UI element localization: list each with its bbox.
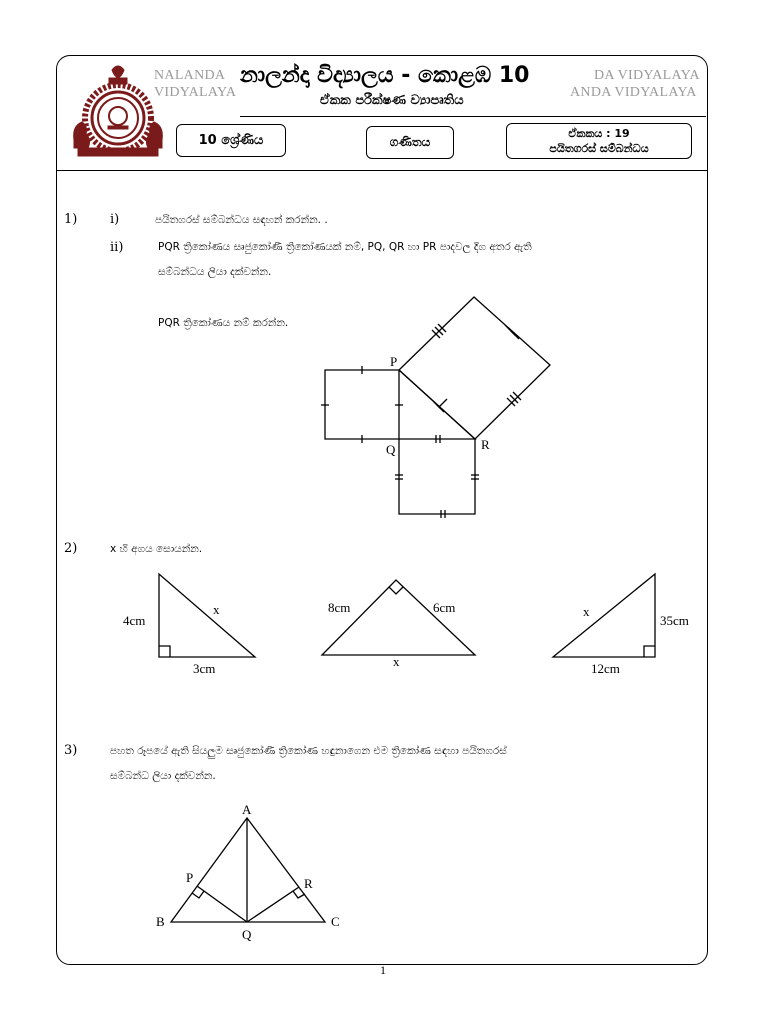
subject-label: ගණිතය [389, 135, 431, 149]
q1-label-P: P [390, 354, 398, 369]
q1-ii-text-line2: සම්බන්ධය ලියා දක්වන්න. [158, 266, 272, 278]
q3-label-C: C [331, 914, 340, 929]
q1-ii-label: ii) [110, 240, 124, 255]
school-title: නාලන්දා විද්‍යාලය - කොළඹ 10 [240, 63, 530, 88]
unit-number: ඒකකය : 19 [568, 127, 630, 140]
q2-t3-base: 12cm [591, 661, 620, 676]
watermark-right-2: ANDA VIDYALAYA [570, 85, 697, 100]
q3-label-Q: Q [242, 927, 252, 942]
page-number: 1 [380, 963, 386, 977]
q2-t1-hyp: x [213, 602, 220, 617]
q2-number: 2) [64, 541, 78, 556]
q2-t3-hyp: x [583, 604, 590, 619]
q1-label-R: R [481, 437, 490, 452]
unit-topic: පයිතගරස් සම්බන්ධය [549, 142, 649, 155]
q3-label-A: A [242, 802, 252, 817]
q3-label-P: P [186, 870, 194, 885]
q1-i-text: පයිතගරස් සම්බන්ධය සඳහන් කරන්න. . [155, 214, 328, 226]
q2-t2-right: 6cm [433, 600, 456, 615]
q1-i-label: i) [110, 212, 120, 227]
grade-label: 10 ශ්‍රේණිය [198, 133, 264, 148]
q3-label-R: R [304, 876, 313, 891]
q2-t2-left: 8cm [328, 600, 351, 615]
q2-t1-base: 3cm [193, 661, 216, 676]
q3-number: 3) [64, 743, 78, 758]
q3-text-line2: සම්බන්ධ ලියා දක්වන්න. [110, 770, 216, 782]
q1-number: 1) [64, 212, 78, 227]
q2-t1-side-left: 4cm [123, 613, 146, 628]
q2-t3-side-right: 35cm [660, 613, 689, 628]
q3-label-B: B [156, 914, 165, 929]
q1-ii-text-line1: PQR ත්‍රිකෝණය සෘජුකෝණී ත්‍රිකෝණයක් නම්, PQ, QR හා PR පාදවල දිග අතර ඇති [158, 241, 532, 253]
q3-text-line1: පහත රූපයේ ඇති සියලුම සෘජුකෝණී ත්‍රිකෝණ හඳුනාගෙන එම ත්‍රිකෝණ සඳහා පයිතගරස් [110, 745, 507, 757]
watermark-left-2: VIDYALAYA [154, 85, 237, 100]
watermark-right-1: DA VIDYALAYA [594, 68, 700, 83]
watermark-left-1: NALANDA [154, 68, 226, 83]
q1-name-text: PQR ත්‍රිකෝණය නම් කරන්න. [158, 317, 289, 329]
q2-t2-base: x [393, 654, 400, 669]
q1-label-Q: Q [386, 442, 396, 457]
q2-text: x හි අගය සොයන්න. [110, 543, 203, 555]
exam-subtitle: ඒකක පරීක්ෂණ ව්‍යාපෘතිය [320, 93, 464, 108]
